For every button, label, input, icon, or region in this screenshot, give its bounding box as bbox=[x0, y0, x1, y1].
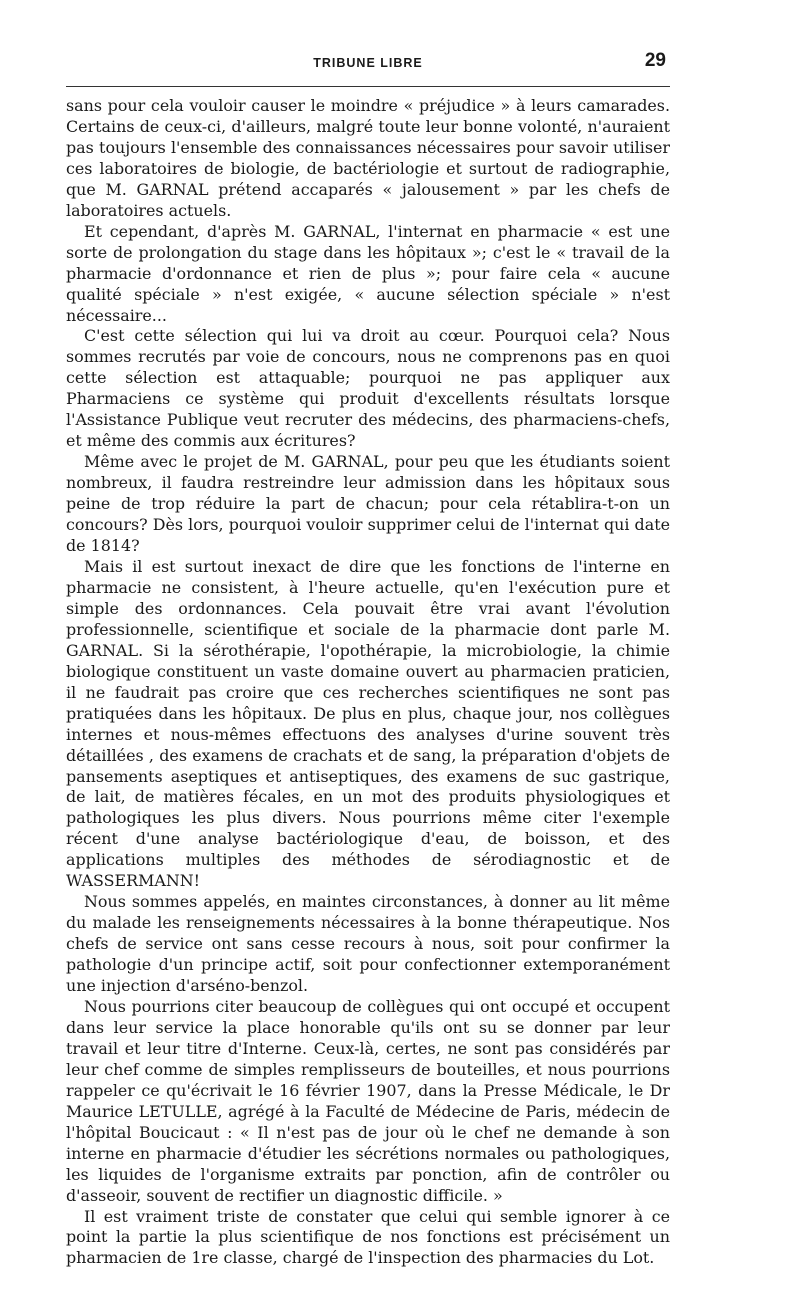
running-title: TRIBUNE LIBRE bbox=[313, 56, 423, 70]
paragraph-5: Mais il est surtout inexact de dire que les fonctions de l'interne en pharmacie ne consistent, à l'heure actuelle, qu'en l'exécution pure et simple des ordonnances. Cela pouvait être vrai avant l'évolution professionnelle, scientifique et sociale de la pharmacie dont parle M. GARNAL. Si la sérothérapie, l'opothérapie, la microbiologie, la chimie biologique constituent un vaste domaine ouvert au pharmacien praticien, il ne faudrait pas croire que ces recherches scientifiques ne sont pas pratiquées dans les hôpitaux. De plus en plus, chaque jour, nos collègues internes et nous-mêmes effectuons des analyses d'urine souvent très détaillées , des examens de crachats et de sang, la préparation d'objets de pansements aseptiques et antiseptiques, des examens de suc gastrique, de lait, de matières fécales, en un mot des produits physiologiques et pathologiques les plus divers. Nous pourrions même citer l'exemple récent d'une analyse bactériologique d'eau, de boisson, et des applications multiples des méthodes de sérodiagnostic et de WASSERMANN! bbox=[66, 556, 670, 891]
paragraph-8: Il est vraiment triste de constater que celui qui semble ignorer à ce point la partie la plus scientifique de nos fonctions est précisément un pharmacien de 1re classe, chargé de l'inspection des pharmacies du Lot. bbox=[66, 1206, 670, 1268]
header-rule bbox=[66, 86, 670, 87]
paragraph-4: Même avec le projet de M. GARNAL, pour peu que les étudiants soient nombreux, il faudra restreindre leur admission dans les hôpitaux sous peine de trop réduire la part de chacun; pour cela rétablira-t-on un concours? Dès lors, pourquoi vouloir supprimer celui de l'internat qui date de 1814? bbox=[66, 452, 670, 556]
article-body bbox=[66, 96, 670, 1269]
paragraph-1: sans pour cela vouloir causer le moindre « préjudice » à leurs camarades. Certains de ceux-ci, d'ailleurs, malgré toute leur bonne volonté, n'auraient pas toujours l'ensemble des connaissances nécessaires pour savoir utiliser ces laboratoires de biologie, de bactériologie et surtout de radiographie, que M. GARNAL prétend accaparés « jalousement » par les chefs de laboratoires actuels. bbox=[66, 96, 670, 220]
paragraph-6: Nous sommes appelés, en maintes circonstances, à donner au lit même du malade les renseignements nécessaires à la bonne thérapeutique. Nos chefs de service ont sans cesse recours à nous, soit pour confirmer la pathologie d'un principe actif, soit pour confectionner extemporanément une injection d'arséno-benzol. bbox=[66, 892, 670, 996]
page-number: 29 bbox=[644, 50, 666, 71]
running-head bbox=[66, 48, 670, 84]
paragraph-7: Nous pourrions citer beaucoup de collègues qui ont occupé et occupent dans leur service la place honorable qu'ils ont su se donner par leur travail et leur titre d'Interne. Ceux-là, certes, ne sont pas considérés par leur chef comme de simples remplisseurs de bouteilles, et nous pourrions rappeler ce qu'écrivait le 16 février 1907, dans la Presse Médicale, le Dr Maurice LETULLE, agrégé à la Faculté de Médecine de Paris, médecin de l'hôpital Boucicaut : « Il n'est pas de jour où le chef ne demande à son interne en pharmacie d'étudier les sécrétions normales ou pathologiques, les liquides de l'organisme extraits par ponction, afin de contrôler ou d'asseoir, souvent de rectifier un diagnostic difficile. » bbox=[66, 996, 670, 1205]
paragraph-3: C'est cette sélection qui lui va droit au cœur. Pourquoi cela? Nous sommes recrutés par voie de concours, nous ne comprenons pas en quoi cette sélection est attaquable; pourquoi ne pas appliquer aux Pharmaciens ce système qui produit d'excellents résultats lorsque l'Assistance Publique veut recruter des médecins, des pharmaciens-chefs, et même des commis aux écritures? bbox=[66, 326, 670, 451]
paragraph-2: Et cependant, d'après M. GARNAL, l'internat en pharmacie « est une sorte de prolongation du stage dans les hôpitaux »; c'est le « travail de la pharmacie d'ordonnance et rien de plus »; pour faire cela « aucune qualité spéciale » n'est exigée, « aucune sélection spéciale » n'est nécessaire... bbox=[66, 221, 670, 325]
